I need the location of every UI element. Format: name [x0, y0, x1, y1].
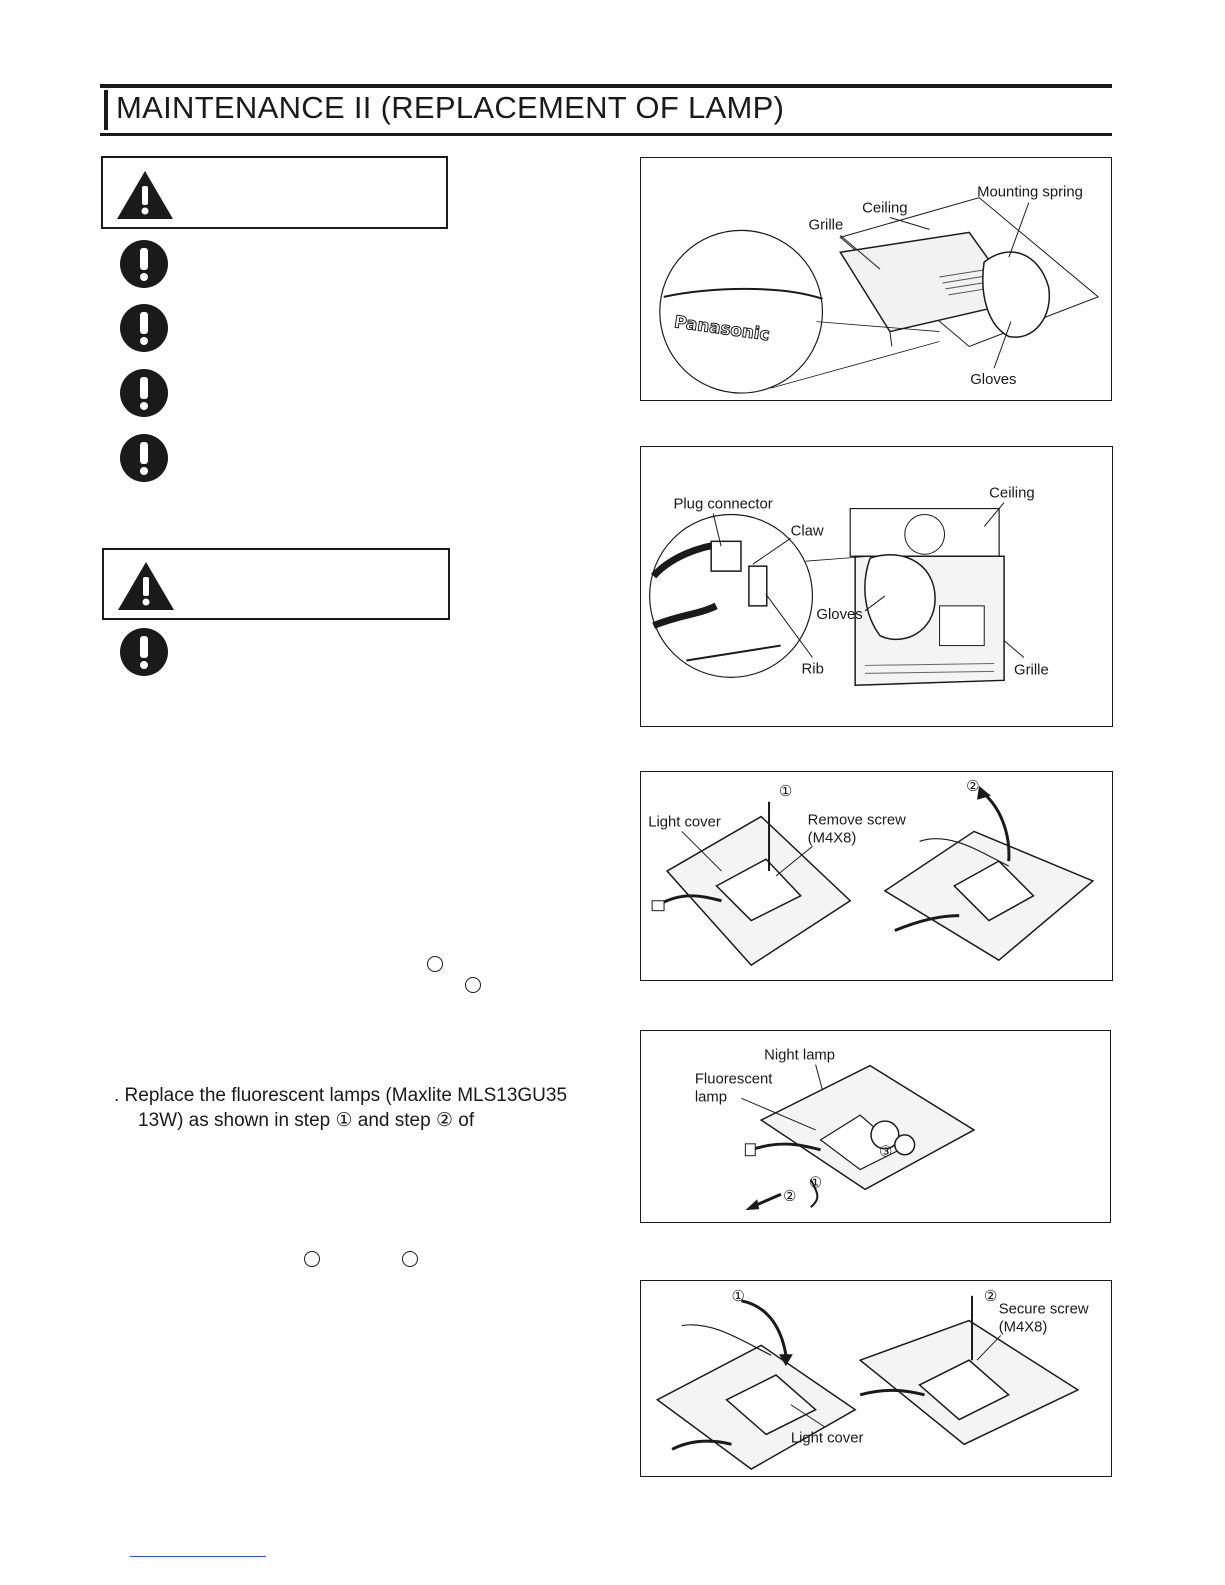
- title-rule-bottom: [100, 133, 1112, 136]
- label-screw-size: (M4X8): [807, 830, 857, 847]
- figure-2-drawing: [641, 447, 1112, 726]
- brand-label: Panasonic: [673, 311, 771, 345]
- step-circle-marker: [402, 1251, 418, 1267]
- label-grille: Grille: [1014, 662, 1049, 679]
- label-step-1: ①: [778, 783, 793, 800]
- figure-reinstall-light-cover: [640, 1280, 1112, 1477]
- label-ceiling: Ceiling: [862, 200, 908, 217]
- page-title: MAINTENANCE II (REPLACEMENT OF LAMP): [116, 90, 785, 125]
- step-instruction: [114, 1083, 567, 1133]
- step-circle-marker: [465, 977, 481, 993]
- label-light-cover: Light cover: [790, 1430, 864, 1447]
- warning-box-2: [102, 548, 450, 620]
- label-step-1: ①: [808, 1175, 822, 1192]
- figure-plug-disconnect: [640, 446, 1113, 727]
- step-circle-marker: [427, 956, 443, 972]
- label-lamp: lamp: [694, 1089, 728, 1106]
- label-step-2: ②: [782, 1189, 797, 1206]
- label-gloves: Gloves: [816, 606, 863, 623]
- figure-grille-removal: [640, 157, 1112, 401]
- label-step-2: ②: [983, 1288, 998, 1305]
- figure-5-drawing: [641, 1281, 1111, 1476]
- footer-link-underline: [130, 1556, 266, 1557]
- label-mounting-spring: Mounting spring: [977, 184, 1083, 201]
- warning-triangle-icon: [116, 560, 176, 612]
- title-rule-top: [100, 84, 1112, 88]
- mandatory-action-icon: [119, 303, 169, 353]
- step-instruction-line-2: 13W) as shown in step ① and step ② of: [138, 1110, 475, 1131]
- label-claw: Claw: [790, 523, 824, 540]
- label-step-2: ②: [966, 778, 980, 795]
- label-step-1: ①: [731, 1288, 745, 1305]
- mandatory-action-icon: [119, 368, 169, 418]
- label-fluorescent: Fluorescent: [694, 1071, 773, 1088]
- label-night-lamp: Night lamp: [764, 1047, 836, 1064]
- figure-1-drawing: [641, 158, 1111, 400]
- warning-box-1: [101, 156, 448, 229]
- figure-3-drawing: [641, 772, 1112, 980]
- label-grille: Grille: [808, 217, 844, 234]
- label-plug-connector: Plug connector: [673, 496, 773, 513]
- warning-triangle-icon: [115, 169, 175, 221]
- mandatory-action-icon: [119, 627, 169, 677]
- figure-4-drawing: [641, 1031, 1110, 1222]
- label-screw-size: (M4X8): [998, 1319, 1048, 1336]
- label-ceiling: Ceiling: [989, 485, 1035, 502]
- step-instruction-line-1: . Replace the fluorescent lamps (Maxlite MLS13GU35: [114, 1085, 568, 1106]
- figure-remove-light-cover: [640, 771, 1113, 981]
- mandatory-action-icon: [119, 433, 169, 483]
- mandatory-action-icon: [119, 239, 169, 289]
- label-rib: Rib: [801, 661, 824, 678]
- label-light-cover: Light cover: [648, 814, 721, 831]
- step-circle-marker: [304, 1251, 320, 1267]
- figure-replace-lamp: [640, 1030, 1111, 1223]
- label-remove-screw: Remove screw: [807, 812, 906, 829]
- label-step-3: ③: [878, 1144, 893, 1161]
- label-gloves: Gloves: [970, 372, 1017, 389]
- label-secure-screw: Secure screw: [998, 1301, 1089, 1318]
